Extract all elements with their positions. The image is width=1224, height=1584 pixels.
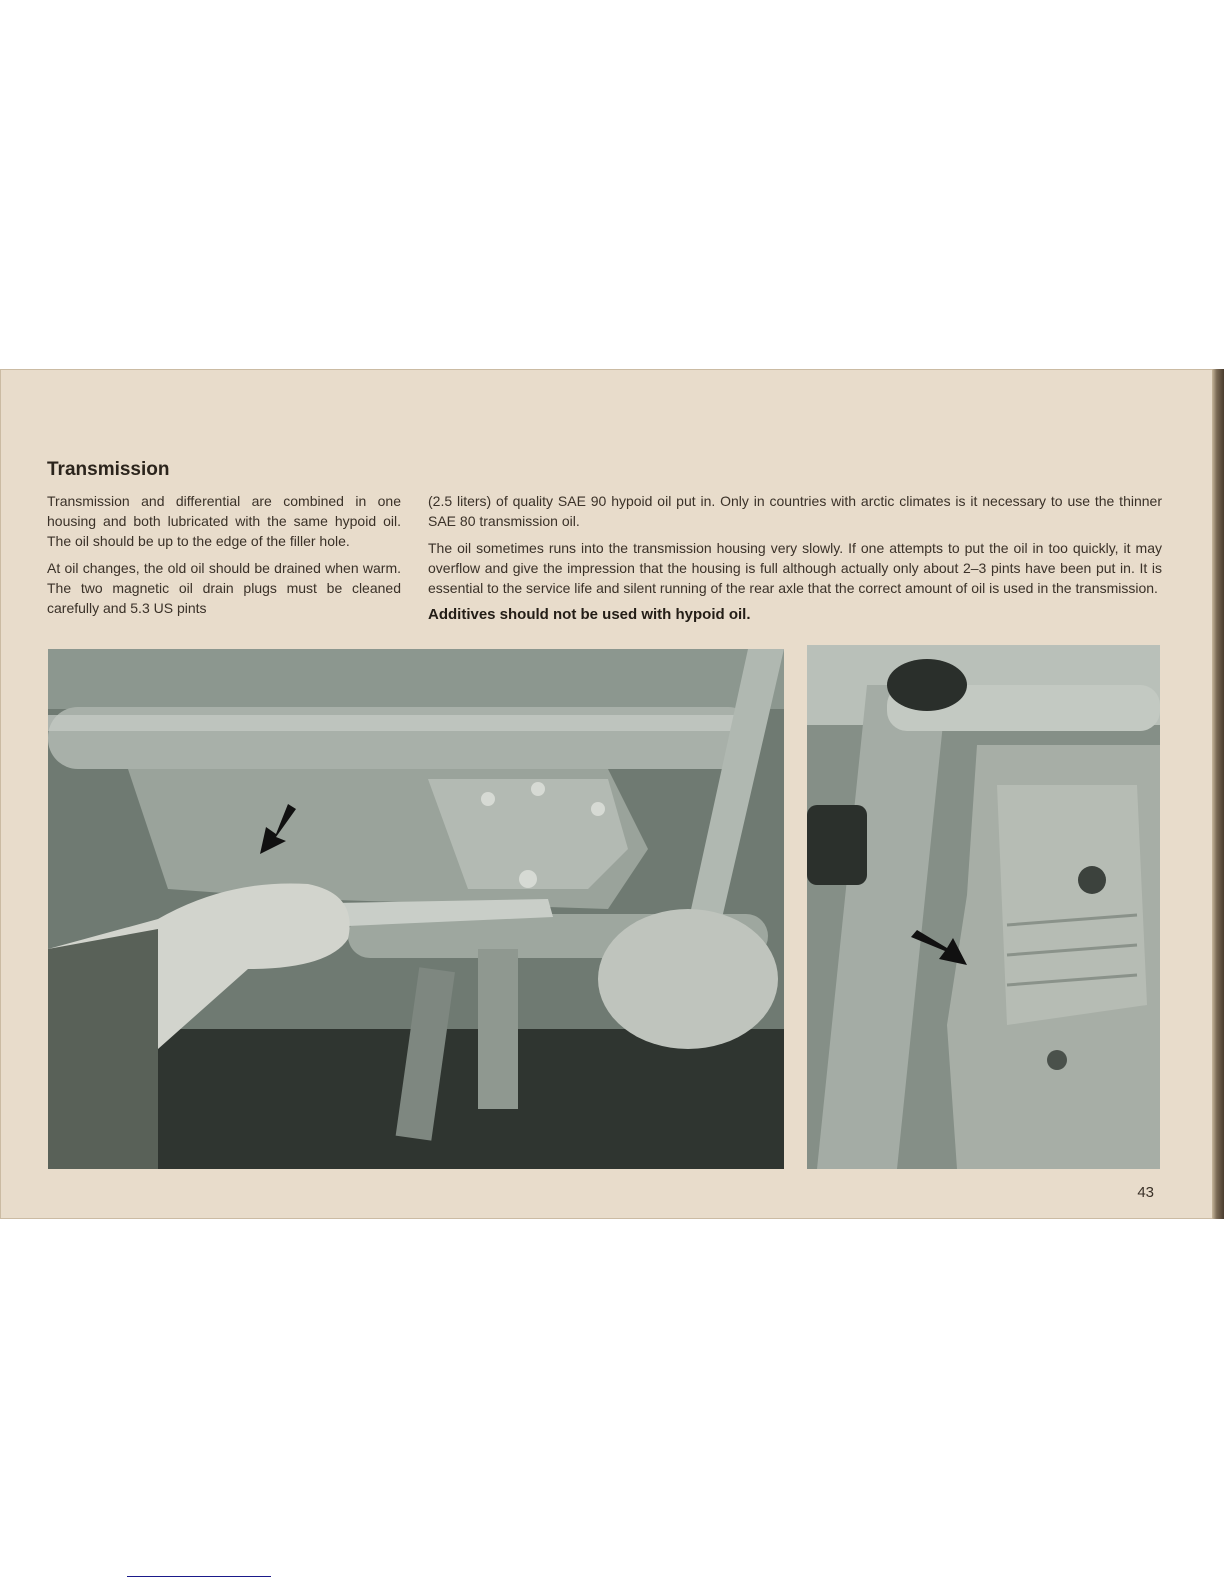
- footnote-rule: [127, 1576, 271, 1577]
- paragraph: Transmission and differential are combined in one housing and both lubricated with the same hypoid oil. The oil should be up to the edge of the filler hole.: [47, 493, 401, 549]
- photo-drain-plug-wrench: [48, 649, 784, 1169]
- paragraph: At oil changes, the old oil should be drained when warm. The two magnetic oil drain plugs must be cleaned carefully and 5.3 US pints: [47, 560, 401, 616]
- right-text-column: [428, 491, 1162, 632]
- page-binding-edge: [1212, 369, 1224, 1219]
- page-number: 43: [1137, 1184, 1154, 1201]
- paragraph: The oil sometimes runs into the transmission housing very slowly. If one attempts to put the oil in too quickly, it may overflow and give the impression that the housing is full although actually only about 2–3 pints have been put in. It is essential to the service life and silent running of the rear axle that the correct amount of oil is used in the transmission.: [428, 540, 1162, 596]
- warning-note: Additives should not be used with hypoid oil.: [428, 606, 751, 623]
- left-text-column: [47, 491, 401, 625]
- manual-page: [0, 369, 1224, 1219]
- paragraph: (2.5 liters) of quality SAE 90 hypoid oil put in. Only in countries with arctic climates is it necessary to use the thinner SAE 80 transmission oil.: [428, 493, 1162, 529]
- section-title: Transmission: [47, 459, 170, 480]
- photo-transmission-filler: [807, 645, 1160, 1169]
